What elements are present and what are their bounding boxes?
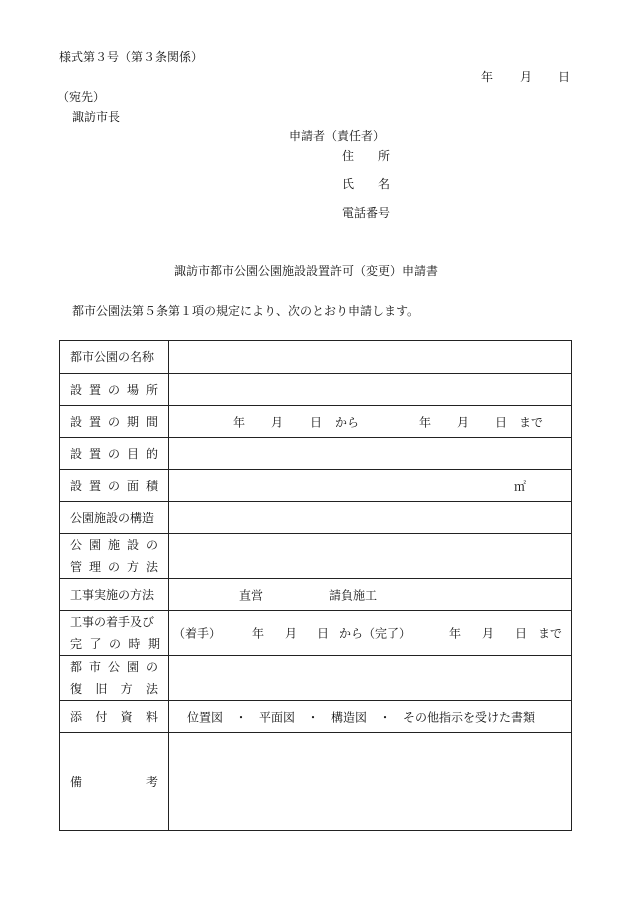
form-number: 様式第３号（第３条関係） bbox=[59, 50, 204, 64]
period-field[interactable] bbox=[169, 406, 572, 438]
remarks-label-right: 考 bbox=[145, 774, 158, 789]
work-method-direct[interactable]: 直営 bbox=[239, 588, 264, 602]
restoration-field[interactable] bbox=[169, 656, 572, 701]
restoration-label-line1: 都 市 公 園 の bbox=[70, 660, 158, 674]
work-method-label: 工事実施の方法 bbox=[60, 579, 169, 611]
purpose-field[interactable] bbox=[169, 438, 572, 470]
work-period-label-line2: 完 了 の 時 期 bbox=[70, 637, 160, 651]
management-field[interactable] bbox=[169, 534, 572, 579]
management-label-line2: 管 理 の 方 法 bbox=[70, 560, 158, 574]
row-work-method bbox=[60, 579, 572, 611]
area-label: 設 置 の 面 積 bbox=[70, 478, 158, 493]
structure-field[interactable] bbox=[169, 502, 572, 534]
remarks-label-row bbox=[70, 771, 168, 793]
row-remarks bbox=[60, 733, 572, 831]
row-attachments bbox=[60, 701, 572, 733]
addressee-label: （宛先） bbox=[57, 90, 106, 104]
row-work-period bbox=[60, 611, 572, 656]
restoration-label bbox=[60, 656, 169, 701]
work-from-end: から（完了） bbox=[339, 626, 412, 641]
attachments-field[interactable] bbox=[169, 701, 572, 733]
location-field[interactable] bbox=[169, 374, 572, 406]
work-start-label: （着手） bbox=[173, 626, 222, 641]
row-period bbox=[60, 406, 572, 438]
attachments-label: 添 付 資 料 bbox=[70, 709, 158, 724]
restoration-label-line2: 復 旧 方 法 bbox=[70, 682, 158, 696]
work-until: まで bbox=[538, 626, 563, 641]
remarks-label-left: 備 bbox=[70, 774, 83, 789]
structure-label: 公園施設の構造 bbox=[60, 502, 169, 534]
document-title: 諏訪市都市公園公園施設設置許可（変更）申請書 bbox=[174, 264, 439, 278]
park-name-label: 都市公園の名称 bbox=[60, 341, 169, 374]
row-restoration bbox=[60, 656, 572, 701]
intro-text: 都市公園法第５条第１項の規定により、次のとおり申請します。 bbox=[72, 304, 420, 318]
location-label: 設 置 の 場 所 bbox=[70, 382, 158, 397]
applicant-name-label: 氏 名 bbox=[342, 177, 391, 191]
work-year2: 年 bbox=[449, 626, 462, 641]
remarks-label bbox=[60, 733, 169, 831]
period-from: から bbox=[335, 415, 360, 429]
period-year2: 年 bbox=[419, 415, 432, 429]
work-period-field[interactable] bbox=[169, 611, 572, 656]
park-name-field[interactable] bbox=[169, 341, 572, 374]
period-month2: 月 bbox=[457, 415, 470, 429]
row-management bbox=[60, 534, 572, 579]
area-field[interactable] bbox=[169, 470, 572, 502]
work-year1: 年 bbox=[252, 626, 265, 641]
work-method-contract[interactable]: 請負施工 bbox=[329, 588, 378, 602]
period-year1: 年 bbox=[233, 415, 246, 429]
attachments-text: 位置図 ・ 平面図 ・ 構造図 ・ その他指示を受けた書類 bbox=[187, 710, 536, 724]
work-method-field[interactable] bbox=[169, 579, 572, 611]
date-month-label: 月 bbox=[520, 70, 533, 84]
area-unit: ㎡ bbox=[514, 479, 527, 493]
work-period-label-line1: 工事の着手及び bbox=[70, 615, 155, 629]
period-until: まで bbox=[519, 415, 544, 429]
management-label bbox=[60, 534, 169, 579]
row-purpose bbox=[60, 438, 572, 470]
date-day-label: 日 bbox=[558, 70, 571, 84]
purpose-label: 設 置 の 目 的 bbox=[70, 446, 158, 461]
date-year-label: 年 bbox=[481, 70, 494, 84]
management-label-line1: 公 園 施 設 の bbox=[70, 538, 158, 552]
work-month1: 月 bbox=[285, 626, 298, 641]
work-day2: 日 bbox=[515, 626, 528, 641]
applicant-title: 申請者（責任者） bbox=[289, 129, 386, 143]
work-month2: 月 bbox=[482, 626, 495, 641]
applicant-phone-label: 電話番号 bbox=[342, 206, 391, 220]
row-location bbox=[60, 374, 572, 406]
row-park-name bbox=[60, 341, 572, 374]
period-day1: 日 bbox=[310, 415, 323, 429]
work-period-label bbox=[60, 611, 169, 656]
remarks-field[interactable] bbox=[169, 733, 572, 831]
period-label: 設 置 の 期 間 bbox=[70, 414, 158, 429]
applicant-address-label: 住 所 bbox=[342, 149, 391, 163]
work-day1: 日 bbox=[317, 626, 330, 641]
row-area bbox=[60, 470, 572, 502]
period-month1: 月 bbox=[271, 415, 284, 429]
row-structure bbox=[60, 502, 572, 534]
mayor-label: 諏訪市長 bbox=[72, 110, 121, 124]
application-form-table bbox=[59, 340, 572, 831]
period-day2: 日 bbox=[495, 415, 508, 429]
